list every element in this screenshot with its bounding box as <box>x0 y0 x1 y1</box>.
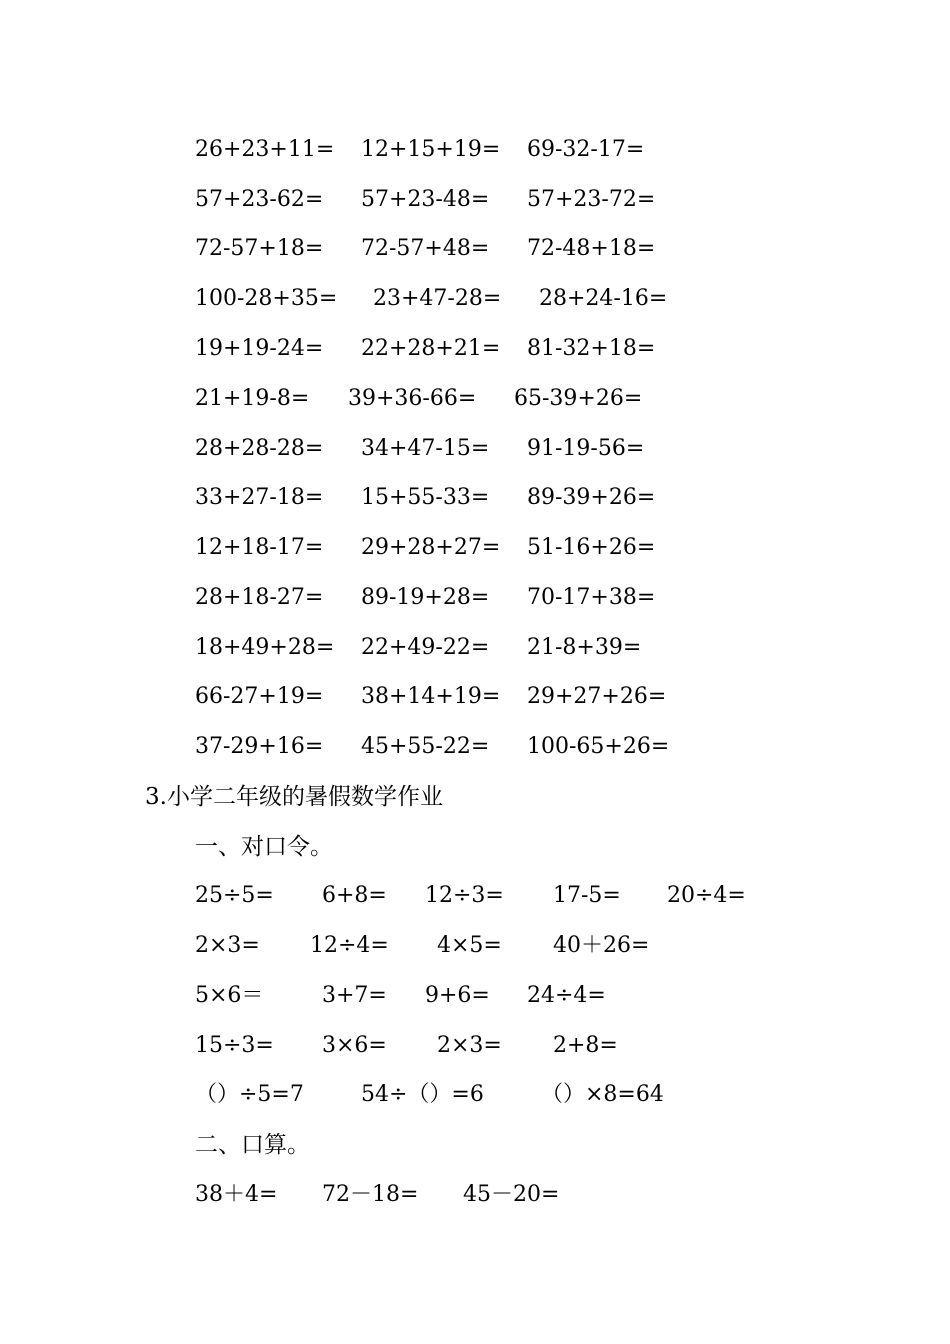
problem-row <box>0 1026 950 1066</box>
problem: 45+55-22= <box>361 734 490 759</box>
problem: 19+19-24= <box>195 336 324 361</box>
problem: 33+27-18= <box>195 485 324 510</box>
problem: 26+23+11= <box>195 137 335 162</box>
problem: 51-16+26= <box>527 535 656 560</box>
problem: 89-39+26= <box>527 485 656 510</box>
problem: 22+28+21= <box>361 336 501 361</box>
problem: 65-39+26= <box>514 386 643 411</box>
problem-row <box>0 578 950 618</box>
problem: 20÷4= <box>667 883 746 908</box>
problem: 72－18= <box>322 1182 419 1207</box>
problem-row <box>0 876 950 916</box>
problem: 66-27+19= <box>195 684 324 709</box>
problem: （）×8=64 <box>541 1082 664 1107</box>
problem: 39+36-66= <box>348 386 477 411</box>
problem: 6+8= <box>322 883 387 908</box>
problem: 3×6= <box>322 1033 387 1058</box>
problem: 12+18-17= <box>195 535 324 560</box>
problem-row <box>0 229 950 269</box>
problem: 29+28+27= <box>361 535 501 560</box>
problem: 57+23-62= <box>195 187 324 212</box>
problem-row <box>0 628 950 668</box>
problem: 21+19-8= <box>195 386 310 411</box>
problem-row <box>0 429 950 469</box>
part-title-oral-drill: 一、对口令。 <box>195 834 333 860</box>
problem-row <box>0 976 950 1016</box>
problem: 72-48+18= <box>527 236 656 261</box>
problem: 4×5= <box>437 933 502 958</box>
problem: 34+47-15= <box>361 436 490 461</box>
part-title-mental-math: 二、口算。 <box>195 1132 310 1158</box>
problem-row <box>0 180 950 220</box>
problem: 28+24-16= <box>539 286 668 311</box>
problem: 2×3= <box>437 1033 502 1058</box>
problem: 38＋4= <box>195 1182 278 1207</box>
problem-row <box>0 926 950 966</box>
problem: 25÷5= <box>195 883 274 908</box>
problem: 100-28+35= <box>195 286 338 311</box>
problem: 57+23-48= <box>361 187 490 212</box>
problem: 18+49+28= <box>195 635 335 660</box>
problem-row <box>0 1175 950 1215</box>
problem: 12÷4= <box>310 933 389 958</box>
problem: 37-29+16= <box>195 734 324 759</box>
problem: 23+47-28= <box>373 286 502 311</box>
problem: （）÷5=7 <box>195 1082 304 1107</box>
problem: 15+55-33= <box>361 485 490 510</box>
problem: 29+27+26= <box>527 684 667 709</box>
problem-row <box>0 677 950 717</box>
problem-row <box>0 130 950 170</box>
problem: 89-19+28= <box>361 585 490 610</box>
problem: 15÷3= <box>195 1033 274 1058</box>
problem: 2×3= <box>195 933 260 958</box>
problem: 45－20= <box>463 1182 560 1207</box>
problem: 28+28-28= <box>195 436 324 461</box>
problem: 5×6＝ <box>195 983 264 1008</box>
problem: 40＋26= <box>553 933 650 958</box>
problem: 54÷（）=6 <box>361 1082 484 1107</box>
problem: 28+18-27= <box>195 585 324 610</box>
problem-row <box>0 329 950 369</box>
problem: 100-65+26= <box>527 734 670 759</box>
problem: 70-17+38= <box>527 585 656 610</box>
problem: 17-5= <box>553 883 621 908</box>
problem-row <box>0 727 950 767</box>
problem: 81-32+18= <box>527 336 656 361</box>
problem: 72-57+48= <box>361 236 490 261</box>
problem: 22+49-22= <box>361 635 490 660</box>
problem-row <box>0 279 950 319</box>
problem: 2+8= <box>553 1033 618 1058</box>
problem: 72-57+18= <box>195 236 324 261</box>
problem: 57+23-72= <box>527 187 656 212</box>
problem: 9+6= <box>425 983 490 1008</box>
section-title: 3.小学二年级的暑假数学作业 <box>145 784 443 810</box>
problem-row <box>0 528 950 568</box>
problem: 12÷3= <box>425 883 504 908</box>
problem: 12+15+19= <box>361 137 501 162</box>
problem-row <box>0 1075 950 1115</box>
problem-row <box>0 478 950 518</box>
problem: 69-32-17= <box>527 137 645 162</box>
problem: 91-19-56= <box>527 436 645 461</box>
problem: 38+14+19= <box>361 684 501 709</box>
problem: 24÷4= <box>527 983 606 1008</box>
problem-row <box>0 379 950 419</box>
problem: 21-8+39= <box>527 635 642 660</box>
problem: 3+7= <box>322 983 387 1008</box>
